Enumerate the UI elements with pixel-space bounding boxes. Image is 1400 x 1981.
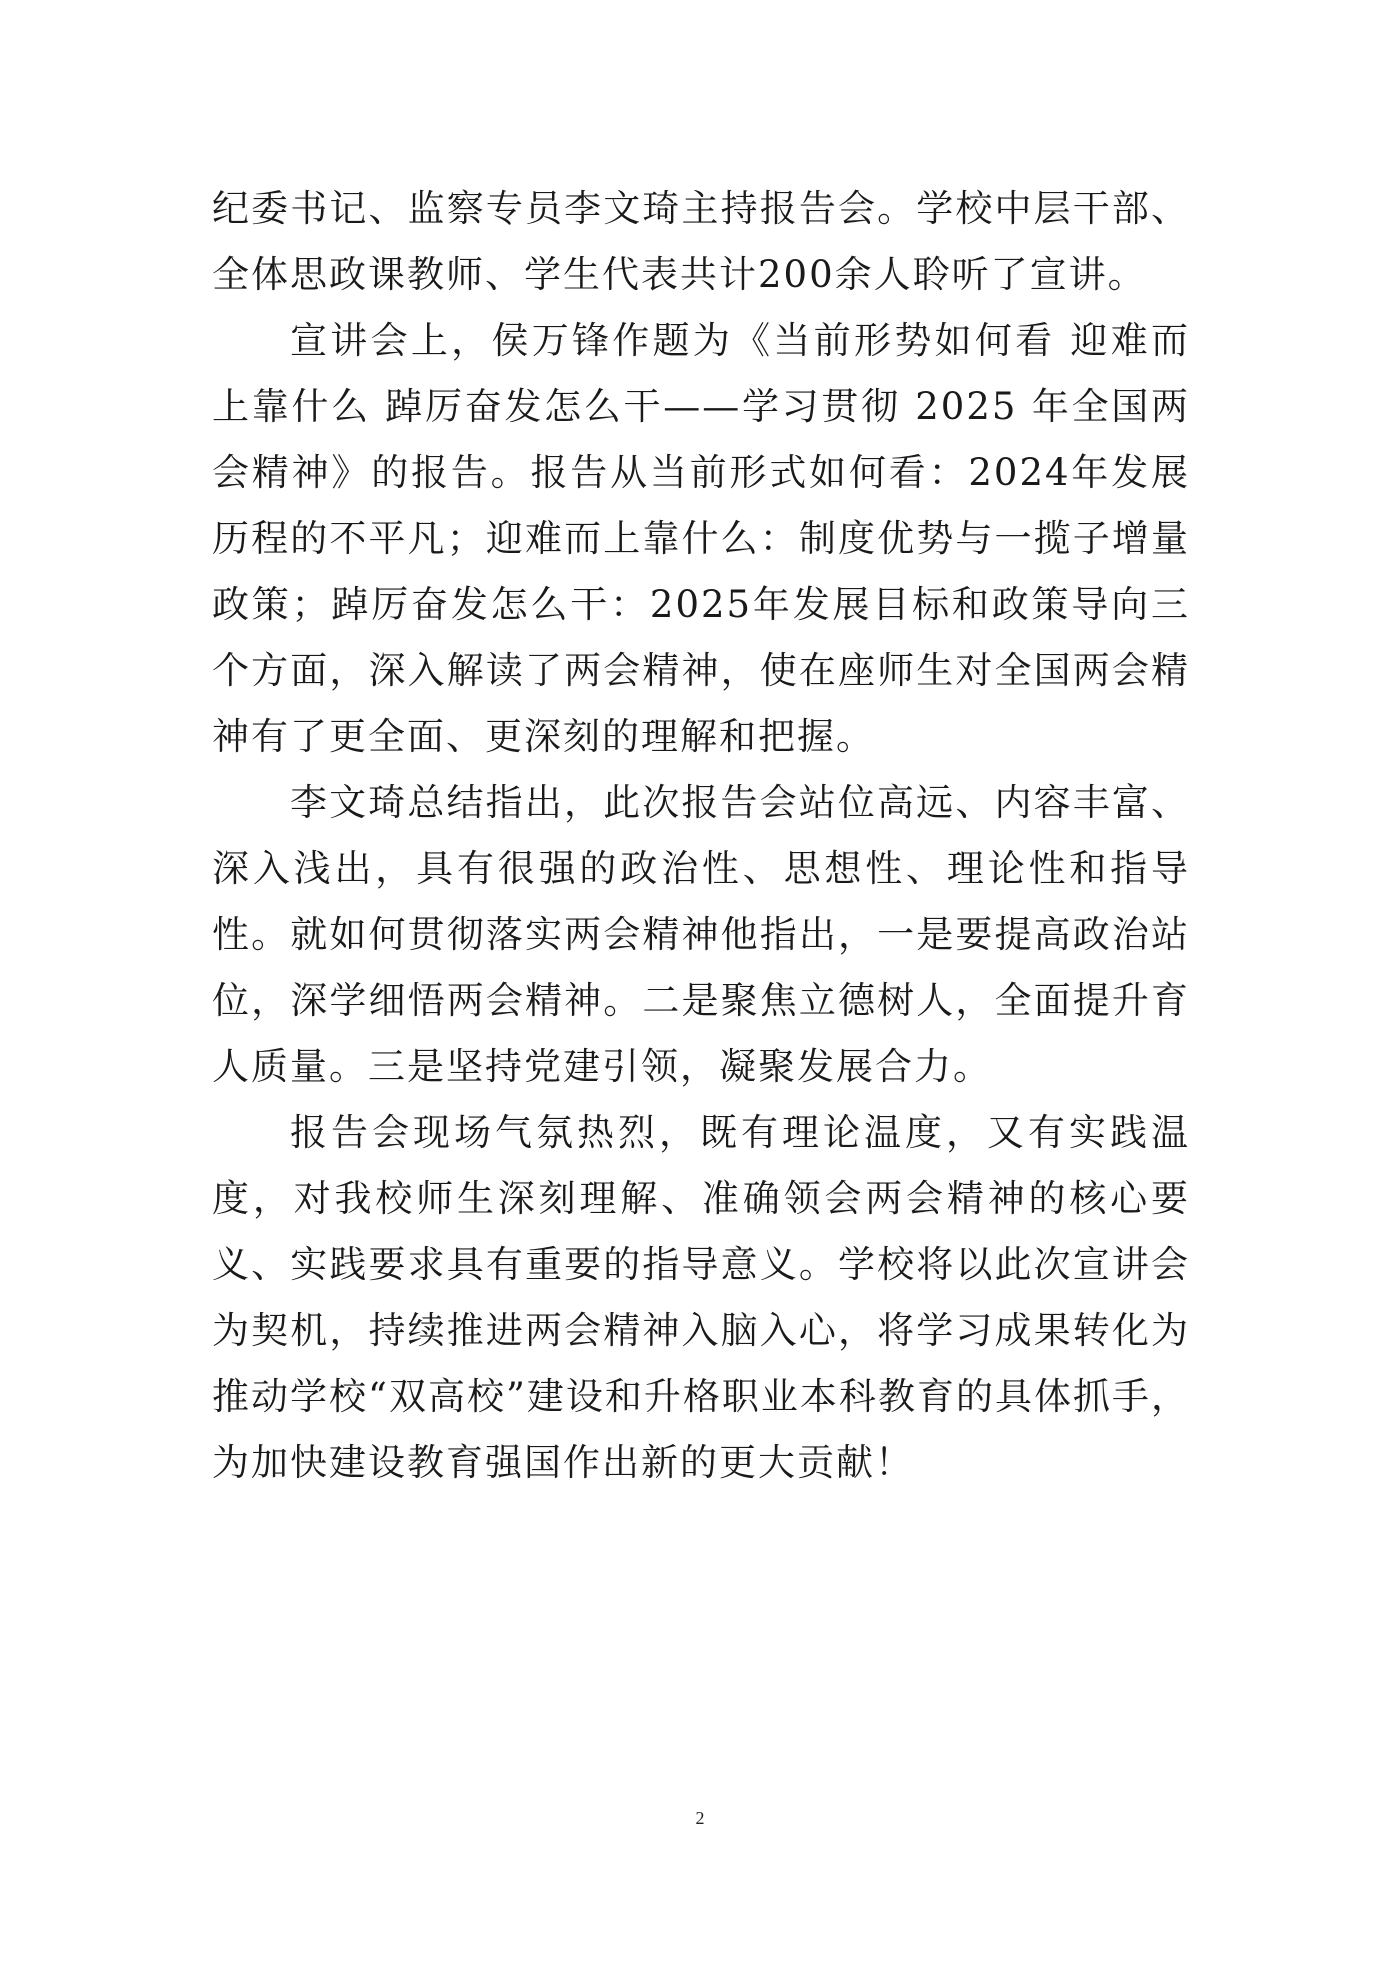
paragraph-continuation: 纪委书记、监察专员李文琦主持报告会。学校中层干部、全体思政课教师、学生代表共计200余人聆听了宣讲。 [212, 187, 1190, 296]
paragraph-summary: 李文琦总结指出，此次报告会站位高远、内容丰富、深入浅出，具有很强的政治性、思想性、理论性和指导性。就如何贯彻落实两会精神他指出，一是要提高政治站位，深学细悟两会精神。二是聚焦立德树人，全面提升育人质量。三是坚持党建引领，凝聚发展合力。 [212, 781, 1190, 1088]
paragraph-report-content: 宣讲会上，侯万锋作题为《当前形势如何看 迎难而上靠什么 踔厉奋发怎么干——学习贯彻 2025 年全国两会精神》的报告。报告从当前形式如何看：2024年发展历程的不平凡；迎难而上靠什么：制度优势与一揽子增量政策；踔厉奋发怎么干：2025年发展目标和政策导向三个方面，深入解读了两会精神，使在座师生对全国两会精神有了更全面、更深刻的理解和把握。 [212, 319, 1190, 758]
document-body [212, 176, 1190, 1496]
paragraph-conclusion: 报告会现场气氛热烈，既有理论温度，又有实践温度，对我校师生深刻理解、准确领会两会精神的核心要义、实践要求具有重要的指导意义。学校将以此次宣讲会为契机，持续推进两会精神入脑入心，将学习成果转化为推动学校“双高校”建设和升格职业本科教育的具体抓手，为加快建设教育强国作出新的更大贡献！ [212, 1111, 1190, 1484]
page-number: 2 [695, 1808, 705, 1828]
